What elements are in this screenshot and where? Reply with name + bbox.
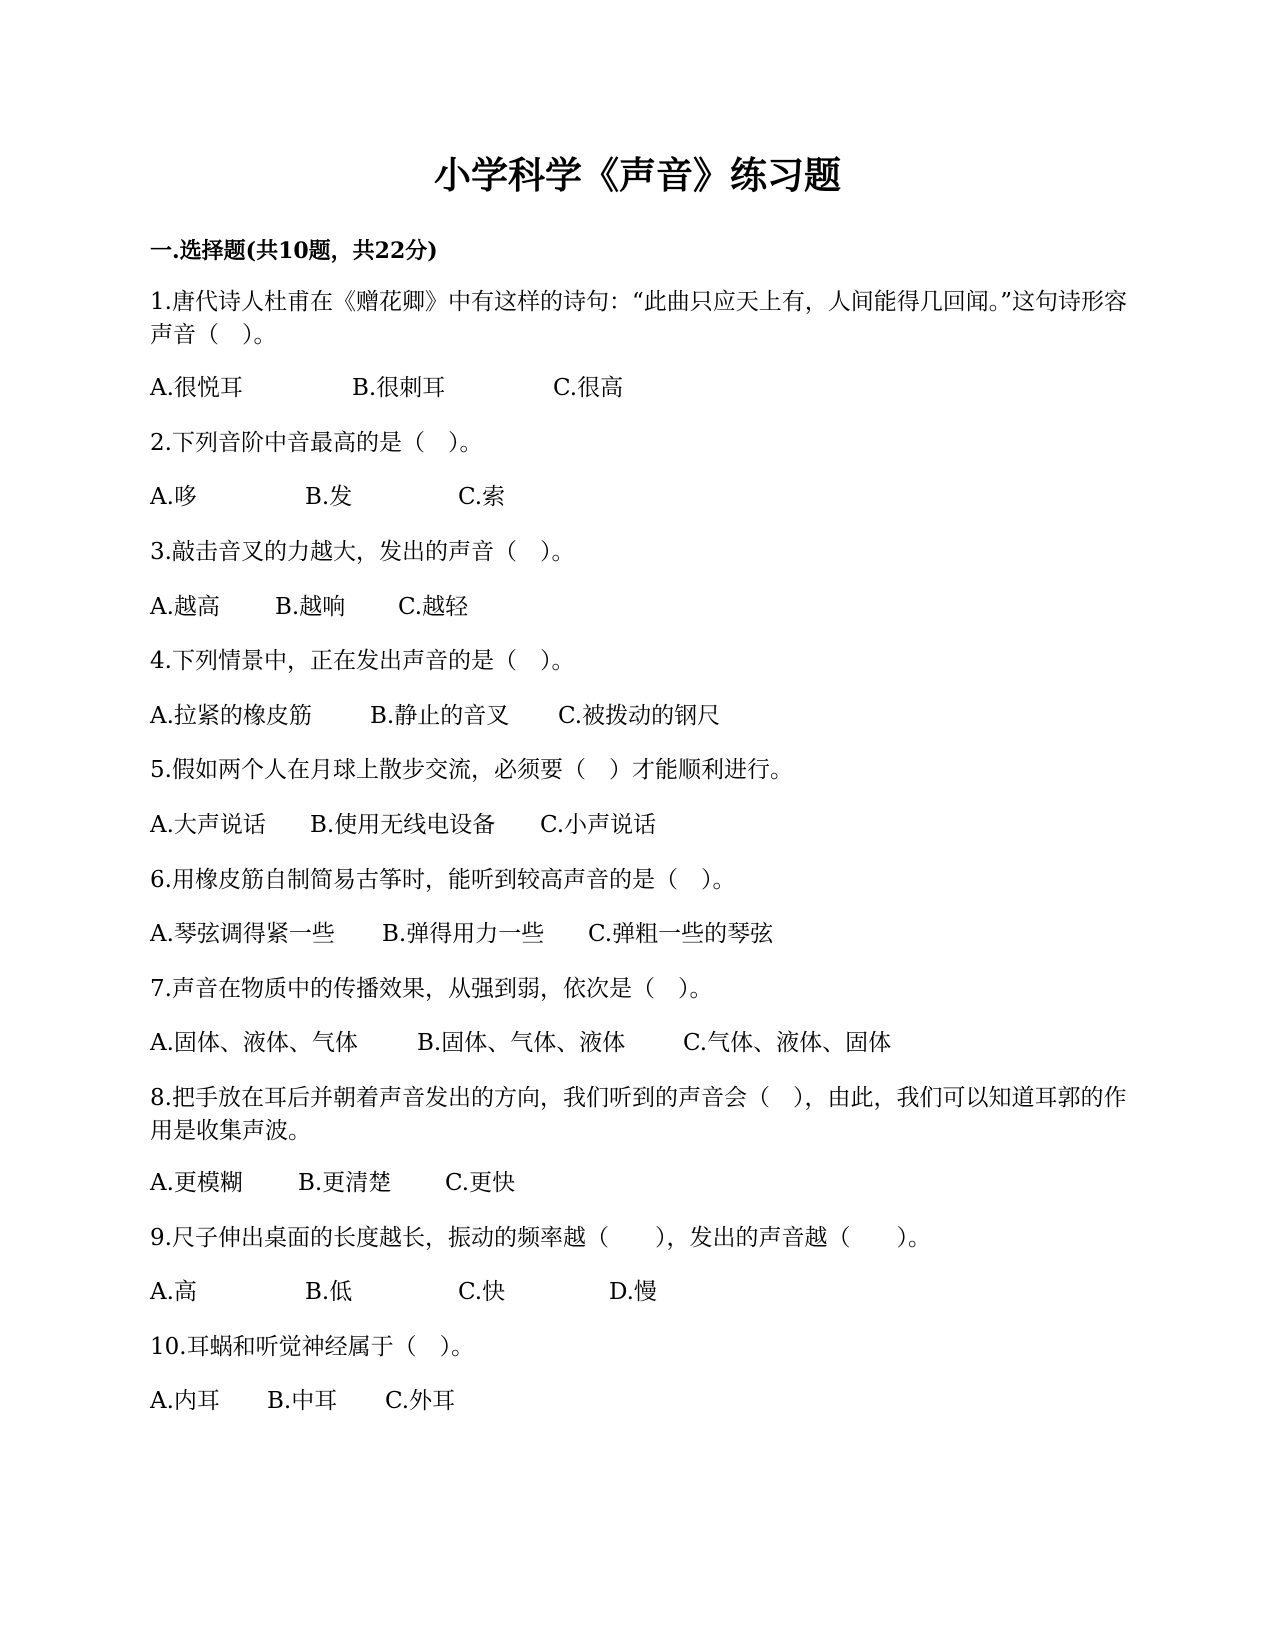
option-8a: A.更模糊	[150, 1170, 243, 1196]
option-8b: B.更清楚	[298, 1170, 392, 1196]
question-2: 2.下列音阶中音最高的是（ ）。	[150, 430, 483, 456]
question-9: 9.尺子伸出桌面的长度越长，振动的频率越（ ），发出的声音越（ ）。	[150, 1225, 931, 1251]
option-7a: A.固体、液体、气体	[150, 1030, 358, 1056]
section-heading: 一.选择题(共10题，共22分)	[150, 238, 438, 264]
option-2c: C.索	[458, 484, 506, 510]
option-7c: C.气体、液体、固体	[683, 1030, 892, 1056]
option-1a: A.很悦耳	[150, 375, 243, 401]
question-1: 1.唐代诗人杜甫在《赠花卿》中有这样的诗句：“此曲只应天上有，人间能得几回闻。”这句诗形容声音（ ）。	[150, 289, 1127, 348]
question-7: 7.声音在物质中的传播效果，从强到弱，依次是（ ）。	[150, 976, 713, 1002]
question-5: 5.假如两个人在月球上散步交流，必须要（ ）才能顺利进行。	[150, 757, 793, 783]
option-1c: C.很高	[553, 375, 624, 401]
question-4: 4.下列情景中，正在发出声音的是（ ）。	[150, 648, 575, 674]
option-9c: C.快	[458, 1279, 506, 1305]
option-2b: B.发	[305, 484, 353, 510]
option-4b: B.静止的音叉	[370, 703, 510, 729]
option-4c: C.被拨动的钢尺	[558, 703, 721, 729]
option-3a: A.越高	[150, 594, 220, 620]
question-10: 10.耳蜗和听觉神经属于（ ）。	[150, 1334, 475, 1360]
option-3c: C.越轻	[398, 594, 469, 620]
option-9d: D.慢	[609, 1279, 657, 1305]
option-2a: A.哆	[150, 484, 197, 510]
option-10a: A.内耳	[150, 1388, 220, 1414]
option-5c: C.小声说话	[540, 812, 657, 838]
option-6c: C.弹粗一些的琴弦	[588, 921, 774, 947]
option-9b: B.低	[305, 1279, 353, 1305]
option-5a: A.大声说话	[150, 812, 266, 838]
option-6a: A.琴弦调得紧一些	[150, 921, 335, 947]
option-10c: C.外耳	[385, 1388, 456, 1414]
option-8c: C.更快	[445, 1170, 516, 1196]
option-5b: B.使用无线电设备	[310, 812, 496, 838]
question-8: 8.把手放在耳后并朝着声音发出的方向，我们听到的声音会（ ），由此，我们可以知道耳郭的作用是收集声波。	[150, 1085, 1127, 1144]
option-6b: B.弹得用力一些	[382, 921, 545, 947]
document-title: 小学科学《声音》练习题	[434, 153, 841, 197]
option-1b: B.很刺耳	[352, 375, 446, 401]
option-3b: B.越响	[275, 594, 346, 620]
option-9a: A.高	[150, 1279, 197, 1305]
question-3: 3.敲击音叉的力越大，发出的声音（ ）。	[150, 539, 575, 565]
option-7b: B.固体、气体、液体	[417, 1030, 626, 1056]
option-4a: A.拉紧的橡皮筋	[150, 703, 312, 729]
question-6: 6.用橡皮筋自制简易古筝时，能听到较高声音的是（ ）。	[150, 867, 736, 893]
option-10b: B.中耳	[267, 1388, 338, 1414]
